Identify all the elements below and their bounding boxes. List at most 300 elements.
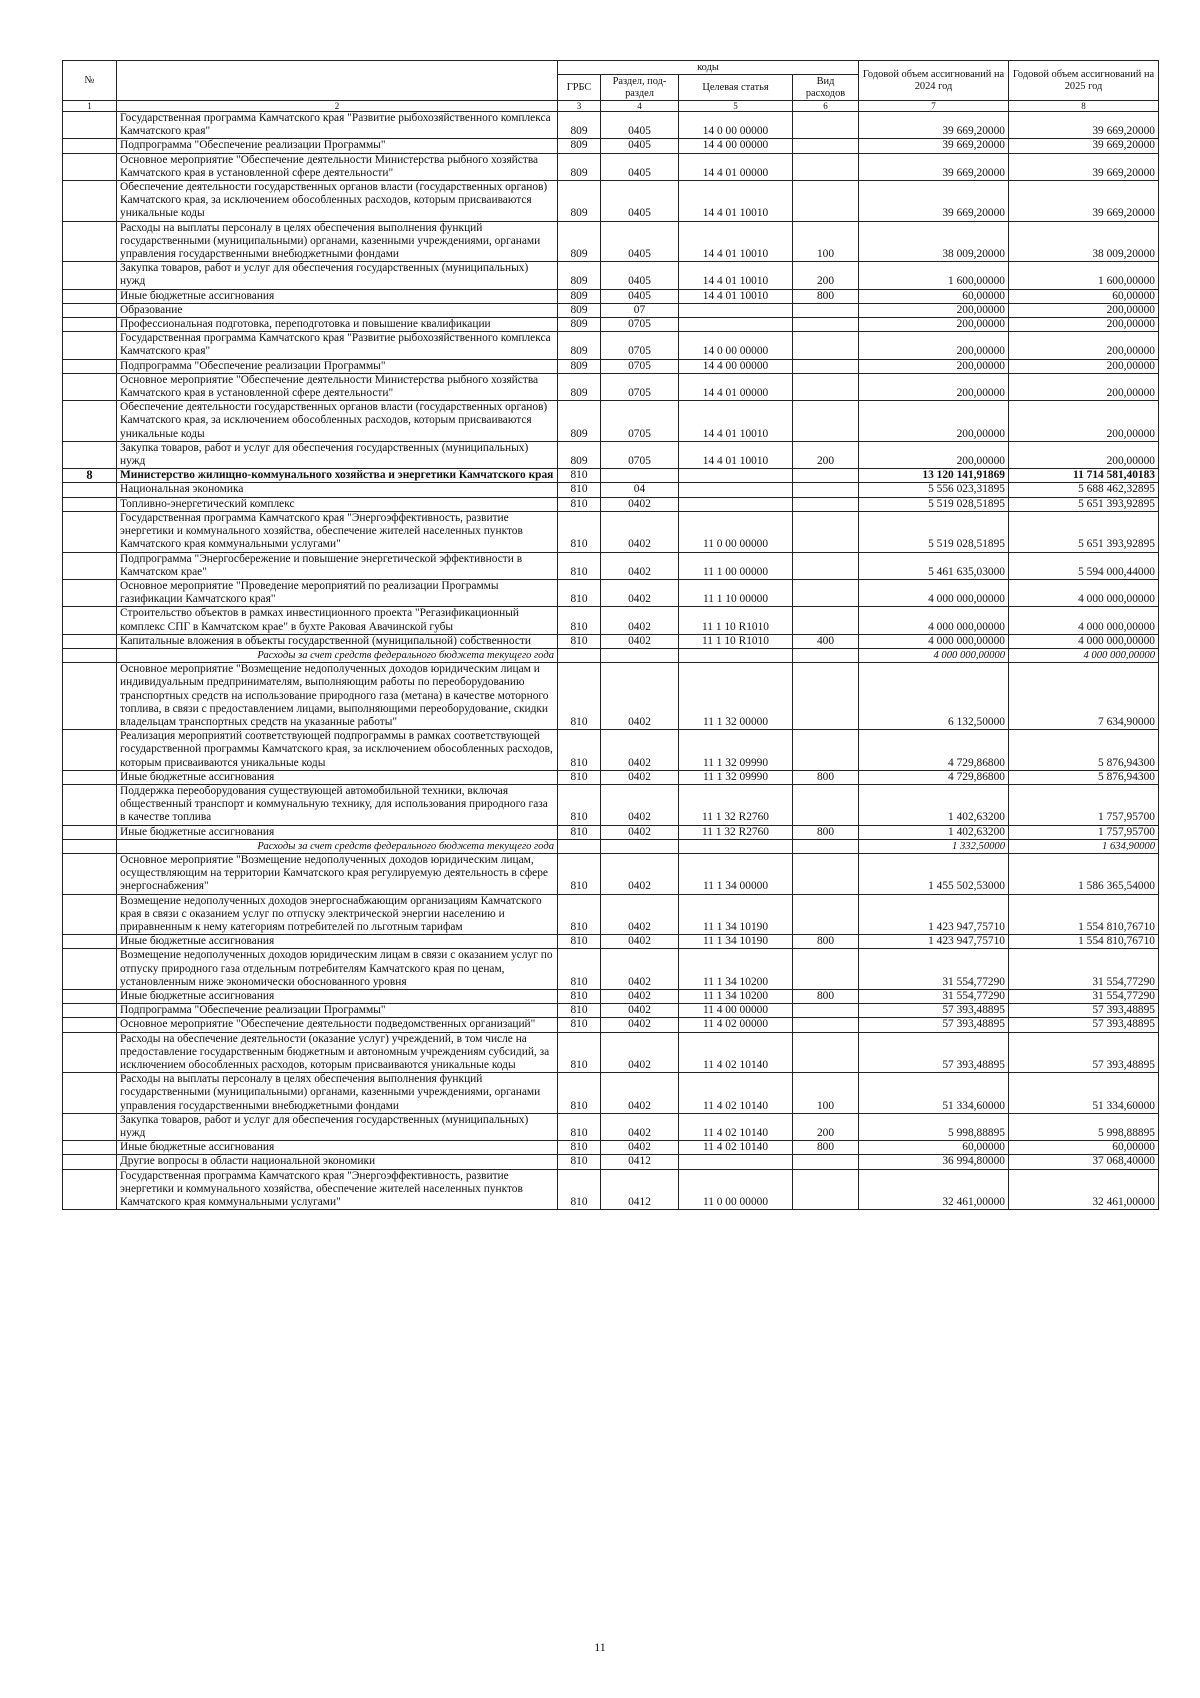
- row-razdel: 0405: [601, 181, 679, 222]
- row-target: 11 1 10 00000: [679, 579, 793, 606]
- row-name: Возмещение недополученных доходов юридическим лицам в связи с оказанием услуг по отпуску природного газа отдельным потребителям Камчатского края по ценам, установленным ниже экономически обоснованного уровня: [117, 949, 558, 990]
- table-row: [63, 990, 1159, 1004]
- row-name: Министерство жилищно-коммунального хозяйства и энергетики Камчатского края: [117, 469, 558, 483]
- row-grbs: 810: [558, 607, 601, 634]
- row-name: Обеспечение деятельности государственных органов власти (государственных органов) Камчатского края, за исключением обособленных расходов, которым присваиваются уникальные коды: [117, 401, 558, 442]
- row-target: 11 4 02 10140: [679, 1073, 793, 1114]
- row-number: [63, 289, 117, 303]
- row-grbs: 809: [558, 289, 601, 303]
- table-row: [63, 332, 1159, 359]
- row-name: Расходы на обеспечение деятельности (оказание услуг) учреждений, в том числе на предоставление государственным бюджетным и автономным учреждениям субсидий, за исключением обособленных расходов, которым присваиваются уникальные коды: [117, 1032, 558, 1073]
- row-name: Подпрограмма "Обеспечение реализации Программы": [117, 1004, 558, 1018]
- row-razdel: 0705: [601, 373, 679, 400]
- row-razdel: 0402: [601, 1073, 679, 1114]
- row-number: [63, 1169, 117, 1210]
- row-vid: 100: [793, 221, 859, 262]
- row-grbs: 810: [558, 784, 601, 825]
- row-amount-2025: 39 669,20000: [1009, 153, 1159, 180]
- row-name: Основное мероприятие "Возмещение недополученных доходов юридическим лицам и индивидуальным предпринимателям, выполняющим работы по переоборудованию транспортных средств на использование природного газа (метана) в качестве моторного топлива, в связи с предоставлением лицами, выполняющими переоборудование, скидки владельцам транспортных средств на указанные работы": [117, 663, 558, 730]
- row-amount-2025: 200,00000: [1009, 332, 1159, 359]
- row-vid: [793, 607, 859, 634]
- row-name: Капитальные вложения в объекты государственной (муниципальной) собственности: [117, 634, 558, 648]
- row-vid: 800: [793, 770, 859, 784]
- row-name: Иные бюджетные ассигнования: [117, 1141, 558, 1155]
- row-target: [679, 1155, 793, 1169]
- row-number: 8: [63, 469, 117, 483]
- column-number: 6: [793, 101, 859, 112]
- table-row: [63, 1018, 1159, 1032]
- row-amount-2024: 1 600,00000: [859, 262, 1009, 289]
- row-amount-2025: 38 009,20000: [1009, 221, 1159, 262]
- row-name: Профессиональная подготовка, переподготовка и повышение квалификации: [117, 318, 558, 332]
- row-name: Строительство объектов в рамках инвестиционного проекта "Регазификационный комплекс СПГ в Камчатском крае" в бухте Раковая Авачинской губы: [117, 607, 558, 634]
- row-razdel: 0402: [601, 784, 679, 825]
- row-amount-2024: 36 994,80000: [859, 1155, 1009, 1169]
- table-row: [63, 1073, 1159, 1114]
- row-amount-2024: 31 554,77290: [859, 990, 1009, 1004]
- table-row: [63, 303, 1159, 317]
- row-target: 11 4 00 00000: [679, 1004, 793, 1018]
- row-target: 14 4 01 00000: [679, 373, 793, 400]
- row-amount-2024: 200,00000: [859, 318, 1009, 332]
- row-razdel: 0405: [601, 262, 679, 289]
- row-number: [63, 401, 117, 442]
- row-razdel: 0402: [601, 730, 679, 771]
- row-vid: 800: [793, 289, 859, 303]
- table-row: [63, 579, 1159, 606]
- header-razdel: Раздел, под-раздел: [601, 75, 679, 101]
- row-vid: 800: [793, 935, 859, 949]
- row-amount-2025: 5 876,94300: [1009, 730, 1159, 771]
- row-name: Основное мероприятие "Возмещение недополученных доходов юридическим лицам, осуществляющим на территории Камчатского края регулируемую деятельность в сфере энергоснабжения": [117, 853, 558, 894]
- row-amount-2024: 57 393,48895: [859, 1018, 1009, 1032]
- row-grbs: 810: [558, 634, 601, 648]
- row-name: Расходы на выплаты персоналу в целях обеспечения выполнения функций государственными (муниципальными) органами, казенными учреждениями, органами управления государственными внебюджетными фондами: [117, 1073, 558, 1114]
- row-amount-2025: 31 554,77290: [1009, 949, 1159, 990]
- row-amount-2024: 39 669,20000: [859, 139, 1009, 153]
- row-target: 11 1 10 R1010: [679, 607, 793, 634]
- row-target: 11 4 02 00000: [679, 1018, 793, 1032]
- row-razdel: [601, 839, 679, 853]
- row-target: 11 1 32 R2760: [679, 784, 793, 825]
- row-grbs: 810: [558, 483, 601, 497]
- row-number: [63, 1073, 117, 1114]
- table-row: [63, 1169, 1159, 1210]
- row-amount-2025: 4 000 000,00000: [1009, 607, 1159, 634]
- row-amount-2024: 200,00000: [859, 332, 1009, 359]
- row-grbs: [558, 839, 601, 853]
- row-amount-2025: 1 554 810,76710: [1009, 935, 1159, 949]
- row-number: [63, 935, 117, 949]
- row-number: [63, 648, 117, 662]
- row-amount-2025: 11 714 581,40183: [1009, 469, 1159, 483]
- row-amount-2025: 57 393,48895: [1009, 1032, 1159, 1073]
- row-razdel: 07: [601, 303, 679, 317]
- row-grbs: 810: [558, 511, 601, 552]
- row-vid: [793, 1018, 859, 1032]
- row-razdel: 0705: [601, 318, 679, 332]
- row-razdel: 0402: [601, 634, 679, 648]
- row-vid: [793, 552, 859, 579]
- row-number: [63, 373, 117, 400]
- row-razdel: 0705: [601, 401, 679, 442]
- table-row: [63, 663, 1159, 730]
- row-amount-2024: 5 556 023,31895: [859, 483, 1009, 497]
- row-target: 14 0 00 00000: [679, 332, 793, 359]
- table-row: [63, 825, 1159, 839]
- column-number: 8: [1009, 101, 1159, 112]
- row-number: [63, 839, 117, 853]
- row-grbs: 810: [558, 1113, 601, 1140]
- row-name: Государственная программа Камчатского края "Развитие рыбохозяйственного комплекса Камчатского края": [117, 332, 558, 359]
- row-number: [63, 853, 117, 894]
- row-target: [679, 303, 793, 317]
- row-amount-2025: 1 757,95700: [1009, 825, 1159, 839]
- row-number: [63, 153, 117, 180]
- row-number: [63, 770, 117, 784]
- row-grbs: 810: [558, 1155, 601, 1169]
- row-amount-2024: 4 000 000,00000: [859, 579, 1009, 606]
- header-row-1: [63, 61, 1159, 75]
- row-name: Подпрограмма "Обеспечение реализации Программы": [117, 139, 558, 153]
- row-amount-2025: 32 461,00000: [1009, 1169, 1159, 1210]
- row-amount-2024: 1 332,50000: [859, 839, 1009, 853]
- row-razdel: 0405: [601, 153, 679, 180]
- table-body: [63, 112, 1159, 1210]
- row-vid: [793, 949, 859, 990]
- row-amount-2024: 4 000 000,00000: [859, 634, 1009, 648]
- row-razdel: 0412: [601, 1155, 679, 1169]
- row-name: Подпрограмма "Обеспечение реализации Программы": [117, 359, 558, 373]
- row-number: [63, 949, 117, 990]
- row-grbs: 809: [558, 139, 601, 153]
- table-row: [63, 401, 1159, 442]
- row-number: [63, 511, 117, 552]
- row-target: 11 4 02 10140: [679, 1141, 793, 1155]
- row-name: Государственная программа Камчатского края "Развитие рыбохозяйственного комплекса Камчатского края": [117, 112, 558, 139]
- row-grbs: 809: [558, 262, 601, 289]
- budget-table: [62, 60, 1159, 1210]
- row-amount-2025: 1 554 810,76710: [1009, 894, 1159, 935]
- row-vid: [793, 318, 859, 332]
- row-name: Расходы за счет средств федерального бюджета текущего года: [117, 648, 558, 662]
- row-name: Иные бюджетные ассигнования: [117, 825, 558, 839]
- table-row: [63, 784, 1159, 825]
- row-grbs: 810: [558, 730, 601, 771]
- row-amount-2024: 200,00000: [859, 359, 1009, 373]
- table-row: [63, 770, 1159, 784]
- table-row: [63, 112, 1159, 139]
- row-grbs: 810: [558, 935, 601, 949]
- row-amount-2025: 60,00000: [1009, 1141, 1159, 1155]
- row-name: Подпрограмма "Энергосбережение и повышение энергетической эффективности в Камчатском крае": [117, 552, 558, 579]
- row-razdel: 0402: [601, 511, 679, 552]
- header-vol-2024: Годовой объем ассигнований на 2024 год: [859, 61, 1009, 101]
- row-grbs: 810: [558, 770, 601, 784]
- header-target: Целевая статья: [679, 75, 793, 101]
- row-amount-2025: 200,00000: [1009, 303, 1159, 317]
- row-amount-2025: 7 634,90000: [1009, 663, 1159, 730]
- row-amount-2025: 39 669,20000: [1009, 181, 1159, 222]
- table-row: [63, 634, 1159, 648]
- row-amount-2024: 60,00000: [859, 289, 1009, 303]
- row-grbs: 810: [558, 825, 601, 839]
- row-amount-2024: 31 554,77290: [859, 949, 1009, 990]
- row-number: [63, 332, 117, 359]
- page-number: 11: [594, 1640, 606, 1654]
- row-amount-2025: 39 669,20000: [1009, 112, 1159, 139]
- row-amount-2024: 1 423 947,75710: [859, 894, 1009, 935]
- table-row: [63, 839, 1159, 853]
- row-name: Образование: [117, 303, 558, 317]
- row-razdel: 04: [601, 483, 679, 497]
- row-grbs: 810: [558, 1073, 601, 1114]
- row-target: [679, 648, 793, 662]
- row-grbs: 809: [558, 221, 601, 262]
- row-vid: [793, 853, 859, 894]
- row-name: Расходы за счет средств федерального бюджета текущего года: [117, 839, 558, 853]
- row-amount-2024: 5 998,88895: [859, 1113, 1009, 1140]
- row-amount-2024: 39 669,20000: [859, 112, 1009, 139]
- row-grbs: 809: [558, 359, 601, 373]
- row-amount-2024: 39 669,20000: [859, 181, 1009, 222]
- row-name: Национальная экономика: [117, 483, 558, 497]
- table-row: [63, 1141, 1159, 1155]
- row-amount-2024: 38 009,20000: [859, 221, 1009, 262]
- row-number: [63, 497, 117, 511]
- row-target: 11 1 34 10190: [679, 935, 793, 949]
- row-amount-2024: 200,00000: [859, 401, 1009, 442]
- row-razdel: 0402: [601, 935, 679, 949]
- row-number: [63, 1155, 117, 1169]
- row-grbs: 810: [558, 469, 601, 483]
- row-razdel: 0405: [601, 112, 679, 139]
- table-row: [63, 373, 1159, 400]
- row-target: [679, 318, 793, 332]
- table-row: [63, 648, 1159, 662]
- row-number: [63, 825, 117, 839]
- row-target: 14 4 01 00000: [679, 153, 793, 180]
- row-amount-2025: 4 000 000,00000: [1009, 579, 1159, 606]
- row-number: [63, 1018, 117, 1032]
- row-razdel: [601, 648, 679, 662]
- row-razdel: 0402: [601, 552, 679, 579]
- row-name: Государственная программа Камчатского края "Энергоэффективность, развитие энергетики и коммунального хозяйства, обеспечение жителей населенных пунктов Камчатского края коммунальными услугами": [117, 1169, 558, 1210]
- row-razdel: 0412: [601, 1169, 679, 1210]
- table-row: [63, 289, 1159, 303]
- row-amount-2024: 200,00000: [859, 303, 1009, 317]
- row-amount-2025: 5 651 393,92895: [1009, 511, 1159, 552]
- table-row: [63, 181, 1159, 222]
- table-row: [63, 318, 1159, 332]
- row-name: Закупка товаров, работ и услуг для обеспечения государственных (муниципальных) нужд: [117, 1113, 558, 1140]
- row-amount-2025: 1 634,90000: [1009, 839, 1159, 853]
- row-name: Закупка товаров, работ и услуг для обеспечения государственных (муниципальных) нужд: [117, 441, 558, 468]
- row-grbs: 810: [558, 949, 601, 990]
- row-name: Обеспечение деятельности государственных органов власти (государственных органов) Камчатского края, за исключением обособленных расходов, которым присваиваются уникальные коды: [117, 181, 558, 222]
- table-row: [63, 1032, 1159, 1073]
- row-number: [63, 579, 117, 606]
- row-razdel: 0705: [601, 441, 679, 468]
- row-amount-2025: 57 393,48895: [1009, 1018, 1159, 1032]
- table-row: [63, 469, 1159, 483]
- row-vid: [793, 181, 859, 222]
- row-amount-2025: 39 669,20000: [1009, 139, 1159, 153]
- table-row: [63, 1004, 1159, 1018]
- row-vid: [793, 579, 859, 606]
- row-name: Топливно-энергетический комплекс: [117, 497, 558, 511]
- row-amount-2025: 1 757,95700: [1009, 784, 1159, 825]
- row-number: [63, 112, 117, 139]
- row-name: Основное мероприятие "Проведение мероприятий по реализации Программы газификации Камчатского края": [117, 579, 558, 606]
- table-row: [63, 483, 1159, 497]
- row-name: Иные бюджетные ассигнования: [117, 935, 558, 949]
- row-razdel: 0402: [601, 894, 679, 935]
- row-target: 14 4 01 10010: [679, 221, 793, 262]
- row-amount-2025: 31 554,77290: [1009, 990, 1159, 1004]
- row-number: [63, 894, 117, 935]
- row-amount-2024: 6 132,50000: [859, 663, 1009, 730]
- table-row: [63, 221, 1159, 262]
- row-target: 14 4 01 10010: [679, 289, 793, 303]
- row-razdel: 0705: [601, 332, 679, 359]
- table-row: [63, 949, 1159, 990]
- row-amount-2025: 1 586 365,54000: [1009, 853, 1159, 894]
- row-grbs: 810: [558, 552, 601, 579]
- table-row: [63, 730, 1159, 771]
- row-razdel: 0402: [601, 1113, 679, 1140]
- header-num: №: [63, 61, 117, 101]
- row-target: [679, 469, 793, 483]
- table-row: [63, 935, 1159, 949]
- row-amount-2024: 57 393,48895: [859, 1032, 1009, 1073]
- row-name: Расходы на выплаты персоналу в целях обеспечения выполнения функций государственными (муниципальными) органами, казенными учреждениями, органами управления государственными внебюджетными фондами: [117, 221, 558, 262]
- row-target: 11 0 00 00000: [679, 1169, 793, 1210]
- table-row: [63, 607, 1159, 634]
- row-target: 14 4 01 10010: [679, 441, 793, 468]
- row-number: [63, 1032, 117, 1073]
- table-row: [63, 153, 1159, 180]
- row-amount-2025: 200,00000: [1009, 401, 1159, 442]
- row-amount-2025: 1 600,00000: [1009, 262, 1159, 289]
- row-number: [63, 663, 117, 730]
- row-razdel: 0402: [601, 825, 679, 839]
- table-row: [63, 441, 1159, 468]
- header-vid: Вид расходов: [793, 75, 859, 101]
- row-amount-2024: 4 000 000,00000: [859, 607, 1009, 634]
- table-row: [63, 1155, 1159, 1169]
- row-target: 11 1 32 R2760: [679, 825, 793, 839]
- row-vid: [793, 663, 859, 730]
- row-amount-2025: 5 998,88895: [1009, 1113, 1159, 1140]
- row-vid: 200: [793, 262, 859, 289]
- row-target: 11 1 34 10200: [679, 990, 793, 1004]
- row-grbs: 809: [558, 401, 601, 442]
- header-vol-2025: Годовой объем ассигнований на 2025 год: [1009, 61, 1159, 101]
- row-vid: [793, 153, 859, 180]
- row-grbs: 809: [558, 441, 601, 468]
- row-vid: [793, 511, 859, 552]
- header-name: [117, 61, 558, 101]
- row-amount-2024: 4 000 000,00000: [859, 648, 1009, 662]
- row-name: Основное мероприятие "Обеспечение деятельности подведомственных организаций": [117, 1018, 558, 1032]
- row-vid: [793, 497, 859, 511]
- row-number: [63, 1141, 117, 1155]
- row-vid: [793, 303, 859, 317]
- row-target: 11 4 02 10140: [679, 1113, 793, 1140]
- row-amount-2024: 51 334,60000: [859, 1073, 1009, 1114]
- row-vid: [793, 1032, 859, 1073]
- table-row: [63, 1113, 1159, 1140]
- row-vid: [793, 401, 859, 442]
- row-razdel: 0402: [601, 1141, 679, 1155]
- row-amount-2025: 57 393,48895: [1009, 1004, 1159, 1018]
- row-vid: [793, 373, 859, 400]
- budget-table-container: [62, 60, 1158, 1210]
- column-number: 5: [679, 101, 793, 112]
- row-name: Иные бюджетные ассигнования: [117, 770, 558, 784]
- row-vid: 800: [793, 990, 859, 1004]
- row-name: Основное мероприятие "Обеспечение деятельности Министерства рыбного хозяйства Камчатского края в установленной сфере деятельности": [117, 373, 558, 400]
- row-vid: [793, 112, 859, 139]
- row-amount-2024: 200,00000: [859, 441, 1009, 468]
- row-razdel: 0402: [601, 1018, 679, 1032]
- row-amount-2024: 60,00000: [859, 1141, 1009, 1155]
- column-number: 3: [558, 101, 601, 112]
- row-grbs: 809: [558, 332, 601, 359]
- row-target: [679, 839, 793, 853]
- row-razdel: 0402: [601, 1004, 679, 1018]
- row-vid: 100: [793, 1073, 859, 1114]
- row-vid: [793, 139, 859, 153]
- row-number: [63, 990, 117, 1004]
- row-amount-2024: 39 669,20000: [859, 153, 1009, 180]
- row-amount-2025: 4 000 000,00000: [1009, 648, 1159, 662]
- row-amount-2024: 5 519 028,51895: [859, 497, 1009, 511]
- row-amount-2024: 1 402,63200: [859, 825, 1009, 839]
- table-row: [63, 262, 1159, 289]
- row-razdel: 0405: [601, 139, 679, 153]
- row-vid: 400: [793, 634, 859, 648]
- row-amount-2025: 200,00000: [1009, 359, 1159, 373]
- row-amount-2025: 200,00000: [1009, 318, 1159, 332]
- row-target: [679, 483, 793, 497]
- row-razdel: 0402: [601, 579, 679, 606]
- row-grbs: 810: [558, 497, 601, 511]
- row-amount-2024: 1 455 502,53000: [859, 853, 1009, 894]
- row-grbs: 809: [558, 153, 601, 180]
- row-vid: [793, 730, 859, 771]
- column-number: 1: [63, 101, 117, 112]
- row-name: Основное мероприятие "Обеспечение деятельности Министерства рыбного хозяйства Камчатского края в установленной сфере деятельности": [117, 153, 558, 180]
- row-grbs: 810: [558, 1004, 601, 1018]
- row-vid: [793, 469, 859, 483]
- column-number: 2: [117, 101, 558, 112]
- row-target: 11 0 00 00000: [679, 511, 793, 552]
- row-grbs: 810: [558, 579, 601, 606]
- row-target: 14 4 00 00000: [679, 139, 793, 153]
- row-amount-2025: 200,00000: [1009, 373, 1159, 400]
- row-grbs: 810: [558, 663, 601, 730]
- table-row: [63, 894, 1159, 935]
- row-number: [63, 318, 117, 332]
- row-amount-2025: 37 068,40000: [1009, 1155, 1159, 1169]
- row-target: 14 4 01 10010: [679, 181, 793, 222]
- row-amount-2024: 1 402,63200: [859, 784, 1009, 825]
- row-razdel: 0402: [601, 607, 679, 634]
- row-number: [63, 634, 117, 648]
- row-number: [63, 139, 117, 153]
